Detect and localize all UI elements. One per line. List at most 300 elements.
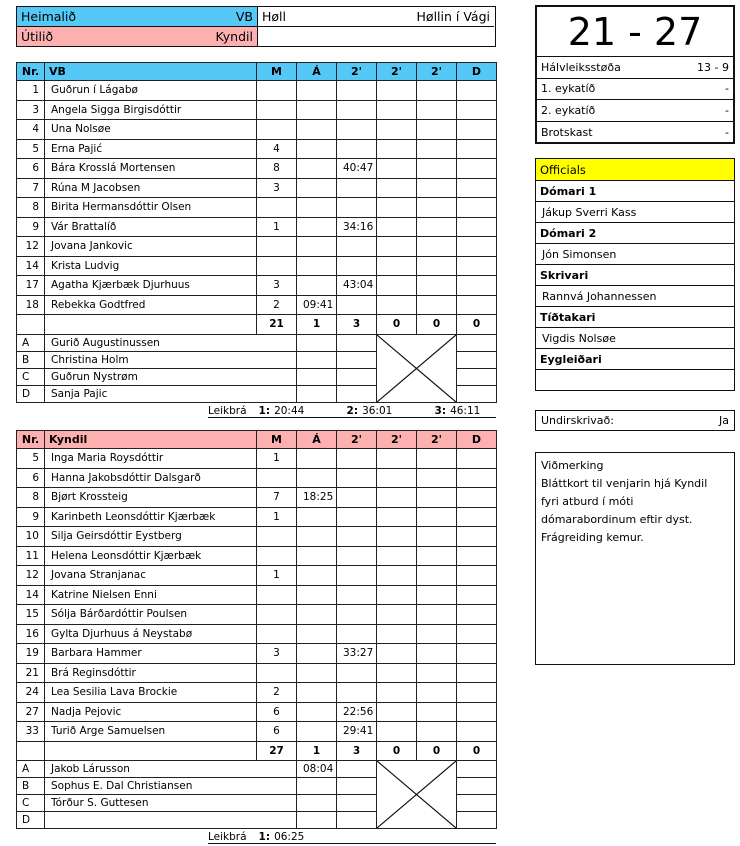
warning-cell: [297, 120, 337, 140]
goals-cell: [257, 198, 297, 218]
staff-warning-cell: [297, 385, 337, 402]
player-number: 19: [17, 644, 45, 664]
official-name-scorekeeper: Rannvá Johannessen: [536, 286, 734, 307]
staff-letter: C: [17, 795, 45, 812]
warning-cell: [297, 217, 337, 237]
col-disqualification: D: [457, 431, 497, 449]
staff-warning-cell: [297, 795, 337, 812]
goals-cell: 1: [257, 507, 297, 527]
player-name: Silja Geirsdóttir Eystberg: [45, 527, 257, 547]
goals-cell: [257, 527, 297, 547]
official-name-referee-2: Jón Simonsen: [536, 244, 734, 265]
timeout-number: 3:: [434, 405, 447, 417]
totals-empty-nr: [17, 741, 45, 761]
suspension-1-cell: [337, 605, 377, 625]
staff-name: Christina Holm: [45, 351, 297, 368]
staff-name: Jakob Lárusson: [45, 761, 297, 778]
suspension-1-cell: [337, 507, 377, 527]
disqualification-cell: [457, 276, 497, 296]
suspension-1-cell: 40:47: [337, 159, 377, 179]
official-role-timekeeper: Tíðtakari: [536, 307, 734, 328]
disqualification-cell: [457, 139, 497, 159]
venue-label: Høll: [262, 8, 286, 24]
player-number: 12: [17, 237, 45, 257]
staff-name: Sanja Pajic: [45, 385, 297, 402]
suspension-1-cell: 33:27: [337, 644, 377, 664]
goals-cell: 2: [257, 295, 297, 315]
player-number: 11: [17, 546, 45, 566]
player-name: Vár Brattalíð: [45, 217, 257, 237]
warning-cell: [297, 546, 337, 566]
player-number: 6: [17, 468, 45, 488]
suspension-1-cell: [337, 468, 377, 488]
player-name: Helena Leonsdóttir Kjærbæk: [45, 546, 257, 566]
disqualification-cell: [457, 605, 497, 625]
warning-cell: [297, 256, 337, 276]
disqualification-cell: [457, 198, 497, 218]
cross-mark-icon: [377, 761, 456, 828]
suspension-2-cell: [377, 100, 417, 120]
warning-cell: [297, 702, 337, 722]
player-row: [17, 178, 497, 198]
suspension-3-cell: [417, 605, 457, 625]
warning-cell: [297, 507, 337, 527]
player-name: Bára Krosslá Mortensen: [45, 159, 257, 179]
staff-suspension-cell: [337, 812, 377, 829]
player-name: Rebekka Godtfred: [45, 295, 257, 315]
staff-suspension-cell: [337, 385, 377, 402]
disqualification-cell: [457, 683, 497, 703]
warning-cell: [297, 624, 337, 644]
warning-cell: [297, 683, 337, 703]
suspension-3-cell: [417, 663, 457, 683]
player-number: 21: [17, 663, 45, 683]
staff-warning-cell: [297, 351, 337, 368]
player-number: 18: [17, 295, 45, 315]
player-number: 24: [17, 683, 45, 703]
disqualification-cell: [457, 722, 497, 742]
goals-cell: [257, 585, 297, 605]
warning-cell: [297, 81, 337, 101]
away-roster-header: [17, 431, 497, 449]
total-suspension-1-cell: 3: [337, 315, 377, 335]
suspension-1-cell: [337, 100, 377, 120]
timeout-number: 1:: [258, 831, 271, 843]
away-timeouts: [208, 830, 496, 844]
disqualification-cell: [457, 449, 497, 469]
goals-cell: [257, 605, 297, 625]
home-label: Heimalið: [21, 8, 76, 24]
suspension-1-cell: 43:04: [337, 276, 377, 296]
player-name: Brá Reginsdóttir: [45, 663, 257, 683]
player-row: [17, 644, 497, 664]
remark-line: Bláttkort til venjarin hjá Kyndil: [541, 477, 708, 490]
staff-disqualification-cell: [457, 334, 497, 351]
suspension-1-cell: [337, 256, 377, 276]
staff-name: Sophus E. Dal Christiansen: [45, 778, 297, 795]
suspension-3-cell: [417, 178, 457, 198]
total-suspension-2-cell: 0: [377, 315, 417, 335]
suspension-3-cell: [417, 702, 457, 722]
player-row: [17, 702, 497, 722]
official-role-referee-2: Dómari 2: [536, 223, 734, 244]
player-name: Rúna M Jacobsen: [45, 178, 257, 198]
total-disqualification-cell: 0: [457, 741, 497, 761]
disqualification-cell: [457, 100, 497, 120]
home-roster-table: [16, 62, 497, 403]
player-row: [17, 507, 497, 527]
goals-cell: 6: [257, 702, 297, 722]
suspension-3-cell: [417, 624, 457, 644]
player-name: Guðrun í Lágabø: [45, 81, 257, 101]
staff-warning-cell: [297, 812, 337, 829]
suspension-3-cell: [417, 100, 457, 120]
suspension-2-cell: [377, 295, 417, 315]
score-row-halftime: [537, 57, 733, 79]
staff-suspension-cell: [337, 761, 377, 778]
player-number: 9: [17, 507, 45, 527]
warning-cell: [297, 527, 337, 547]
suspension-1-cell: 34:16: [337, 217, 377, 237]
score-row-value: -: [725, 103, 729, 117]
player-name: Erna Pajić: [45, 139, 257, 159]
col-goals: M: [257, 431, 297, 449]
player-number: 16: [17, 624, 45, 644]
goals-cell: 7: [257, 488, 297, 508]
col-disqualification: D: [457, 63, 497, 81]
official-name-delegate: [536, 370, 734, 391]
home-timeouts: [208, 404, 496, 418]
disqualification-cell: [457, 527, 497, 547]
staff-disqualification-cell: [457, 795, 497, 812]
player-name: Turið Arge Samuelsen: [45, 722, 257, 742]
staff-suspension-cell: [337, 334, 377, 351]
goals-cell: 4: [257, 139, 297, 159]
disqualification-cell: [457, 702, 497, 722]
player-name: Bjørt Krossteig: [45, 488, 257, 508]
warning-cell: [297, 159, 337, 179]
timeout-time: 36:01: [362, 405, 393, 417]
staff-warning-cell: [297, 778, 337, 795]
suspension-3-cell: [417, 449, 457, 469]
player-row: [17, 237, 497, 257]
player-number: 27: [17, 702, 45, 722]
warning-cell: [297, 198, 337, 218]
goals-cell: 6: [257, 722, 297, 742]
col-suspension-3: 2': [417, 63, 457, 81]
staff-letter: D: [17, 385, 45, 402]
totals-empty-nr: [17, 315, 45, 335]
away-team-row: [17, 27, 257, 47]
remark-box: [535, 452, 735, 665]
warning-cell: 09:41: [297, 295, 337, 315]
score-row-extra-time-1: [537, 79, 733, 101]
col-suspension-2: 2': [377, 63, 417, 81]
suspension-2-cell: [377, 237, 417, 257]
totals-empty-name: [45, 741, 257, 761]
staff-name: Guðrun Nystrøm: [45, 368, 297, 385]
staff-warning-cell: 08:04: [297, 761, 337, 778]
warning-cell: [297, 566, 337, 586]
suspension-2-cell: [377, 527, 417, 547]
player-row: [17, 683, 497, 703]
suspension-1-cell: [337, 663, 377, 683]
away-roster-table: [16, 430, 497, 829]
player-row: [17, 81, 497, 101]
col-team-name: VB: [45, 63, 257, 81]
goals-cell: 1: [257, 566, 297, 586]
suspension-2-cell: [377, 449, 417, 469]
player-number: 14: [17, 585, 45, 605]
signed-label: Undirskrivað:: [541, 414, 614, 427]
player-name: Inga Maria Roysdóttir: [45, 449, 257, 469]
player-name: Hanna Jakobsdóttir Dalsgarð: [45, 468, 257, 488]
player-number: 10: [17, 527, 45, 547]
player-name: Birita Hermansdóttir Olsen: [45, 198, 257, 218]
player-name: Angela Sigga Birgisdóttir: [45, 100, 257, 120]
total-suspension-1-cell: 3: [337, 741, 377, 761]
suspension-3-cell: [417, 683, 457, 703]
staff-disqualification-cell: [457, 812, 497, 829]
suspension-3-cell: [417, 527, 457, 547]
suspension-1-cell: [337, 178, 377, 198]
player-number: 7: [17, 178, 45, 198]
timeout-item: [259, 831, 347, 843]
col-warning: Á: [297, 63, 337, 81]
staff-warning-cell: [297, 334, 337, 351]
official-role-referee-1: Dómari 1: [536, 181, 734, 202]
cross-line: [377, 335, 456, 402]
suspension-3-cell: [417, 546, 457, 566]
warning-cell: 18:25: [297, 488, 337, 508]
warning-cell: [297, 276, 337, 296]
player-row: [17, 468, 497, 488]
score-row-label: 1. eykatíð: [541, 82, 596, 96]
goals-cell: [257, 546, 297, 566]
timeout-number: 2:: [346, 405, 359, 417]
suspension-2-cell: [377, 488, 417, 508]
disqualification-cell: [457, 217, 497, 237]
timeouts-label: Leikbrá: [208, 831, 247, 843]
home-roster-header: [17, 63, 497, 81]
col-nr: Nr.: [17, 431, 45, 449]
suspension-2-cell: [377, 683, 417, 703]
staff-name: [45, 812, 297, 829]
timeout-time: 20:44: [274, 405, 305, 417]
player-name: Katrine Nielsen Enni: [45, 585, 257, 605]
cross-line: [377, 761, 456, 828]
totals-row: [17, 741, 497, 761]
staff-row: [17, 334, 497, 351]
player-row: [17, 159, 497, 179]
goals-cell: [257, 663, 297, 683]
suspension-1-cell: [337, 449, 377, 469]
timeout-item: [259, 405, 347, 417]
warning-cell: [297, 605, 337, 625]
suspension-1-cell: [337, 585, 377, 605]
timeout-time: 06:25: [274, 831, 305, 843]
disqualification-cell: [457, 644, 497, 664]
total-warning-cell: 1: [297, 315, 337, 335]
player-number: 4: [17, 120, 45, 140]
cross-line: [377, 335, 456, 402]
suspension-1-cell: [337, 683, 377, 703]
goals-cell: [257, 81, 297, 101]
disqualification-cell: [457, 178, 497, 198]
signed-value: Ja: [719, 414, 729, 427]
suspension-1-cell: [337, 198, 377, 218]
goals-cell: 3: [257, 178, 297, 198]
player-name: Jovana Jankovic: [45, 237, 257, 257]
player-number: 33: [17, 722, 45, 742]
staff-letter: B: [17, 351, 45, 368]
staff-disqualification-cell: [457, 351, 497, 368]
staff-letter: A: [17, 761, 45, 778]
player-row: [17, 276, 497, 296]
disqualification-cell: [457, 256, 497, 276]
suspension-3-cell: [417, 585, 457, 605]
warning-cell: [297, 644, 337, 664]
suspension-1-cell: [337, 624, 377, 644]
suspension-1-cell: [337, 139, 377, 159]
disqualification-cell: [457, 295, 497, 315]
player-name: Nadja Pejovic: [45, 702, 257, 722]
suspension-2-cell: [377, 566, 417, 586]
suspension-3-cell: [417, 468, 457, 488]
goals-cell: [257, 120, 297, 140]
player-number: 9: [17, 217, 45, 237]
suspension-3-cell: [417, 237, 457, 257]
crossed-out-cells: [377, 761, 457, 829]
goals-cell: [257, 468, 297, 488]
total-suspension-3-cell: 0: [417, 741, 457, 761]
player-name: Una Nolsøe: [45, 120, 257, 140]
staff-disqualification-cell: [457, 761, 497, 778]
goals-cell: 8: [257, 159, 297, 179]
suspension-2-cell: [377, 585, 417, 605]
player-name: Agatha Kjærbæk Djurhuus: [45, 276, 257, 296]
suspension-2-cell: [377, 178, 417, 198]
player-number: 5: [17, 139, 45, 159]
suspension-2-cell: [377, 198, 417, 218]
totals-row: [17, 315, 497, 335]
staff-suspension-cell: [337, 351, 377, 368]
disqualification-cell: [457, 159, 497, 179]
official-name-referee-1: Jákup Sverri Kass: [536, 202, 734, 223]
player-row: [17, 295, 497, 315]
score-row-label: Hálvleiksstøða: [541, 60, 621, 74]
official-role-scorekeeper: Skrivari: [536, 265, 734, 286]
suspension-3-cell: [417, 217, 457, 237]
col-suspension-1: 2': [337, 63, 377, 81]
player-name: Krista Ludvig: [45, 256, 257, 276]
timeout-time: 46:11: [450, 405, 481, 417]
disqualification-cell: [457, 566, 497, 586]
disqualification-cell: [457, 237, 497, 257]
warning-cell: [297, 468, 337, 488]
suspension-3-cell: [417, 159, 457, 179]
suspension-1-cell: [337, 566, 377, 586]
goals-cell: 3: [257, 276, 297, 296]
player-row: [17, 256, 497, 276]
suspension-3-cell: [417, 644, 457, 664]
suspension-3-cell: [417, 488, 457, 508]
score-box: [535, 5, 735, 144]
staff-name: Tórður S. Guttesen: [45, 795, 297, 812]
official-role-delegate: Eygleiðari: [536, 349, 734, 370]
player-number: 8: [17, 198, 45, 218]
goals-cell: 1: [257, 217, 297, 237]
timeouts-label: Leikbrá: [208, 405, 247, 417]
totals-empty-name: [45, 315, 257, 335]
remark-line: dómarabordinum eftir dyst.: [541, 513, 693, 526]
total-suspension-2-cell: 0: [377, 741, 417, 761]
warning-cell: [297, 449, 337, 469]
timeout-item: [347, 405, 435, 417]
staff-letter: B: [17, 778, 45, 795]
player-row: [17, 198, 497, 218]
player-number: 12: [17, 566, 45, 586]
suspension-3-cell: [417, 566, 457, 586]
warning-cell: [297, 722, 337, 742]
player-number: 8: [17, 488, 45, 508]
remark-title: Viðmerking: [541, 459, 604, 472]
remark-line: fyri atburd í móti: [541, 495, 634, 508]
player-row: [17, 217, 497, 237]
suspension-1-cell: [337, 546, 377, 566]
away-team-name: Kyndil: [215, 28, 253, 44]
suspension-3-cell: [417, 81, 457, 101]
disqualification-cell: [457, 663, 497, 683]
suspension-2-cell: [377, 276, 417, 296]
player-name: Barbara Hammer: [45, 644, 257, 664]
cross-line: [377, 761, 456, 828]
player-number: 6: [17, 159, 45, 179]
suspension-2-cell: [377, 624, 417, 644]
staff-disqualification-cell: [457, 368, 497, 385]
suspension-2-cell: [377, 81, 417, 101]
suspension-3-cell: [417, 139, 457, 159]
staff-letter: D: [17, 812, 45, 829]
col-team-name: Kyndil: [45, 431, 257, 449]
suspension-1-cell: [337, 488, 377, 508]
home-team-name: VB: [235, 8, 253, 24]
player-row: [17, 120, 497, 140]
disqualification-cell: [457, 546, 497, 566]
player-number: 17: [17, 276, 45, 296]
disqualification-cell: [457, 488, 497, 508]
total-disqualification-cell: 0: [457, 315, 497, 335]
warning-cell: [297, 100, 337, 120]
disqualification-cell: [457, 624, 497, 644]
staff-disqualification-cell: [457, 778, 497, 795]
warning-cell: [297, 663, 337, 683]
timeout-item: [435, 405, 481, 417]
staff-suspension-cell: [337, 368, 377, 385]
col-warning: Á: [297, 431, 337, 449]
remark-line: Frágreiding kemur.: [541, 531, 644, 544]
player-number: 5: [17, 449, 45, 469]
warning-cell: [297, 139, 337, 159]
suspension-1-cell: [337, 527, 377, 547]
player-number: 3: [17, 100, 45, 120]
suspension-1-cell: [337, 237, 377, 257]
staff-suspension-cell: [337, 795, 377, 812]
player-row: [17, 566, 497, 586]
player-name: Gylta Djurhuus á Neystabø: [45, 624, 257, 644]
disqualification-cell: [457, 81, 497, 101]
suspension-3-cell: [417, 507, 457, 527]
